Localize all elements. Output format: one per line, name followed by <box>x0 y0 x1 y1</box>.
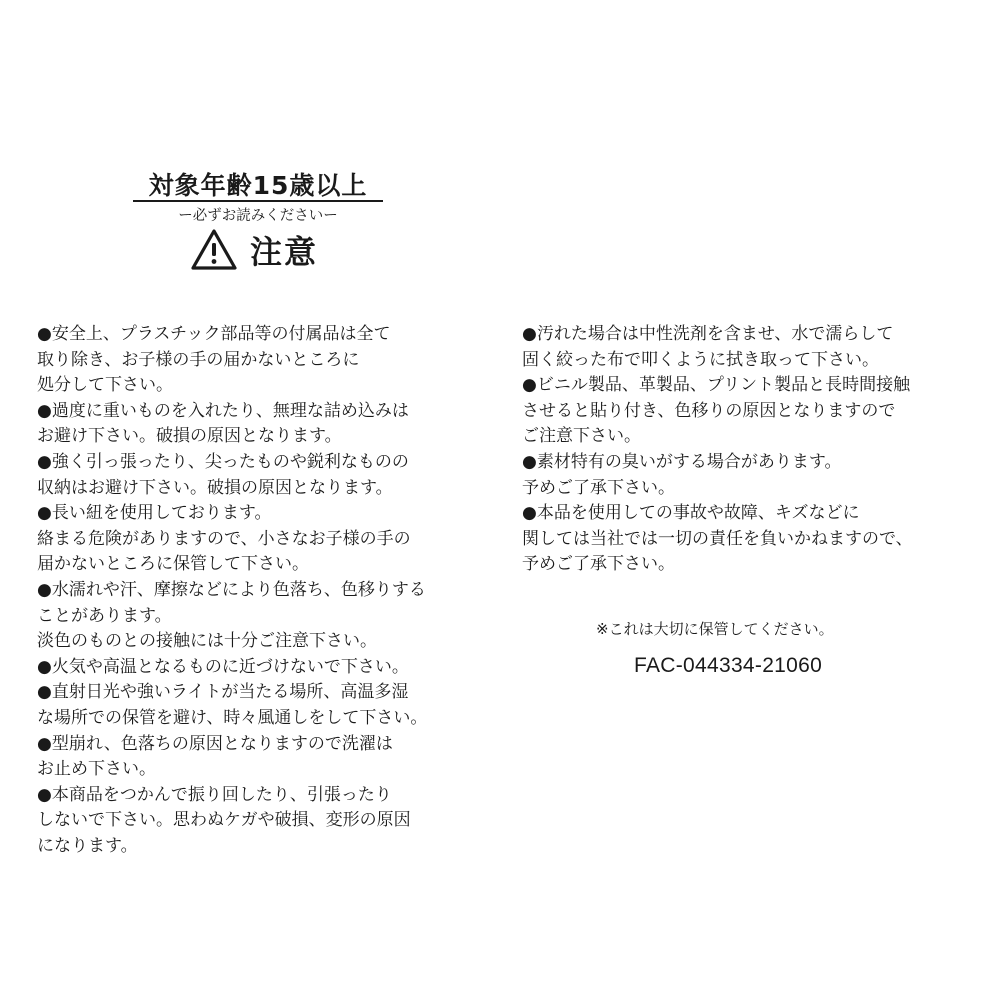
precautions-left-column <box>37 322 427 859</box>
precaution-line: 固く絞った布で叩くように拭き取って下さい。 <box>522 349 879 370</box>
precaution-line: になります。 <box>37 835 138 856</box>
precaution-line: ●素材特有の臭いがする場合があります。 <box>522 451 842 472</box>
precaution-line: 予めご了承下さい。 <box>522 477 675 498</box>
precaution-line: 取り除き、お子様の手の届かないところに <box>37 349 360 370</box>
title-underline <box>133 200 383 202</box>
precaution-line: ●汚れた場合は中性洗剤を含ませ、水で濡らして <box>522 324 894 344</box>
precaution-line: お避け下さい。破損の原因となります。 <box>37 426 342 447</box>
precaution-line: ●型崩れ、色落ちの原因となりますので洗濯は <box>37 733 393 754</box>
age-requirement-title: 対象年齢15歳以上 <box>148 171 368 200</box>
precaution-line: ●水濡れや汗、摩擦などにより色落ち、色移りする <box>37 579 426 600</box>
precaution-line: させると貼り付き、色移りの原因となりますので <box>522 400 896 421</box>
precaution-line: 届かないところに保管して下さい。 <box>37 554 309 575</box>
product-code: FAC-044334-21060 <box>634 654 823 677</box>
caution-label: 注意 <box>250 233 319 271</box>
precautions-right-column <box>522 322 913 578</box>
precaution-line: 収納はお避け下さい。破損の原因となります。 <box>37 477 393 498</box>
precaution-line: ●安全上、プラスチック部品等の付属品は全て <box>37 324 391 344</box>
precaution-line: 絡まる危険がありますので、小さなお子様の手の <box>37 528 411 549</box>
precaution-line: な場所での保管を避け、時々風通しをして下さい。 <box>37 707 428 728</box>
precaution-line: ●強く引っ張ったり、尖ったものや鋭利なものの <box>37 451 409 472</box>
precaution-line: ●過度に重いものを入れたり、無理な詰め込みは <box>37 400 409 421</box>
precaution-line: 予めご了承下さい。 <box>522 554 675 575</box>
keep-safe-note: ※これは大切に保管してください。 <box>596 620 834 638</box>
please-read-notice: ー必ずお読みくださいー <box>178 208 338 224</box>
precaution-line: ご注意下さい。 <box>522 426 641 447</box>
warning-triangle-icon <box>190 228 238 272</box>
precaution-line: 淡色のものとの接触には十分ご注意下さい。 <box>37 631 377 652</box>
precaution-line: ●長い紐を使用しております。 <box>37 503 272 524</box>
precaution-line: 関しては当社では一切の責任を負いかねますので、 <box>522 528 913 549</box>
precaution-line: 処分して下さい。 <box>37 375 173 396</box>
precaution-line: ●火気や高温となるものに近づけないで下さい。 <box>37 656 409 677</box>
caution-heading <box>190 226 318 274</box>
precaution-line: しないで下さい。思わぬケガや破損、変形の原因 <box>37 810 411 831</box>
precaution-line: ●本商品をつかんで振り回したり、引張ったり <box>37 784 392 805</box>
precaution-line: お止め下さい。 <box>37 759 156 780</box>
precaution-line: ●本品を使用しての事故や故障、キズなどに <box>522 503 860 524</box>
precaution-line: ●ビニル製品、革製品、プリント製品と長時間接触 <box>522 375 911 396</box>
precaution-line: ことがあります。 <box>37 605 172 626</box>
precaution-line: ●直射日光や強いライトが当たる場所、高温多湿 <box>37 682 409 703</box>
